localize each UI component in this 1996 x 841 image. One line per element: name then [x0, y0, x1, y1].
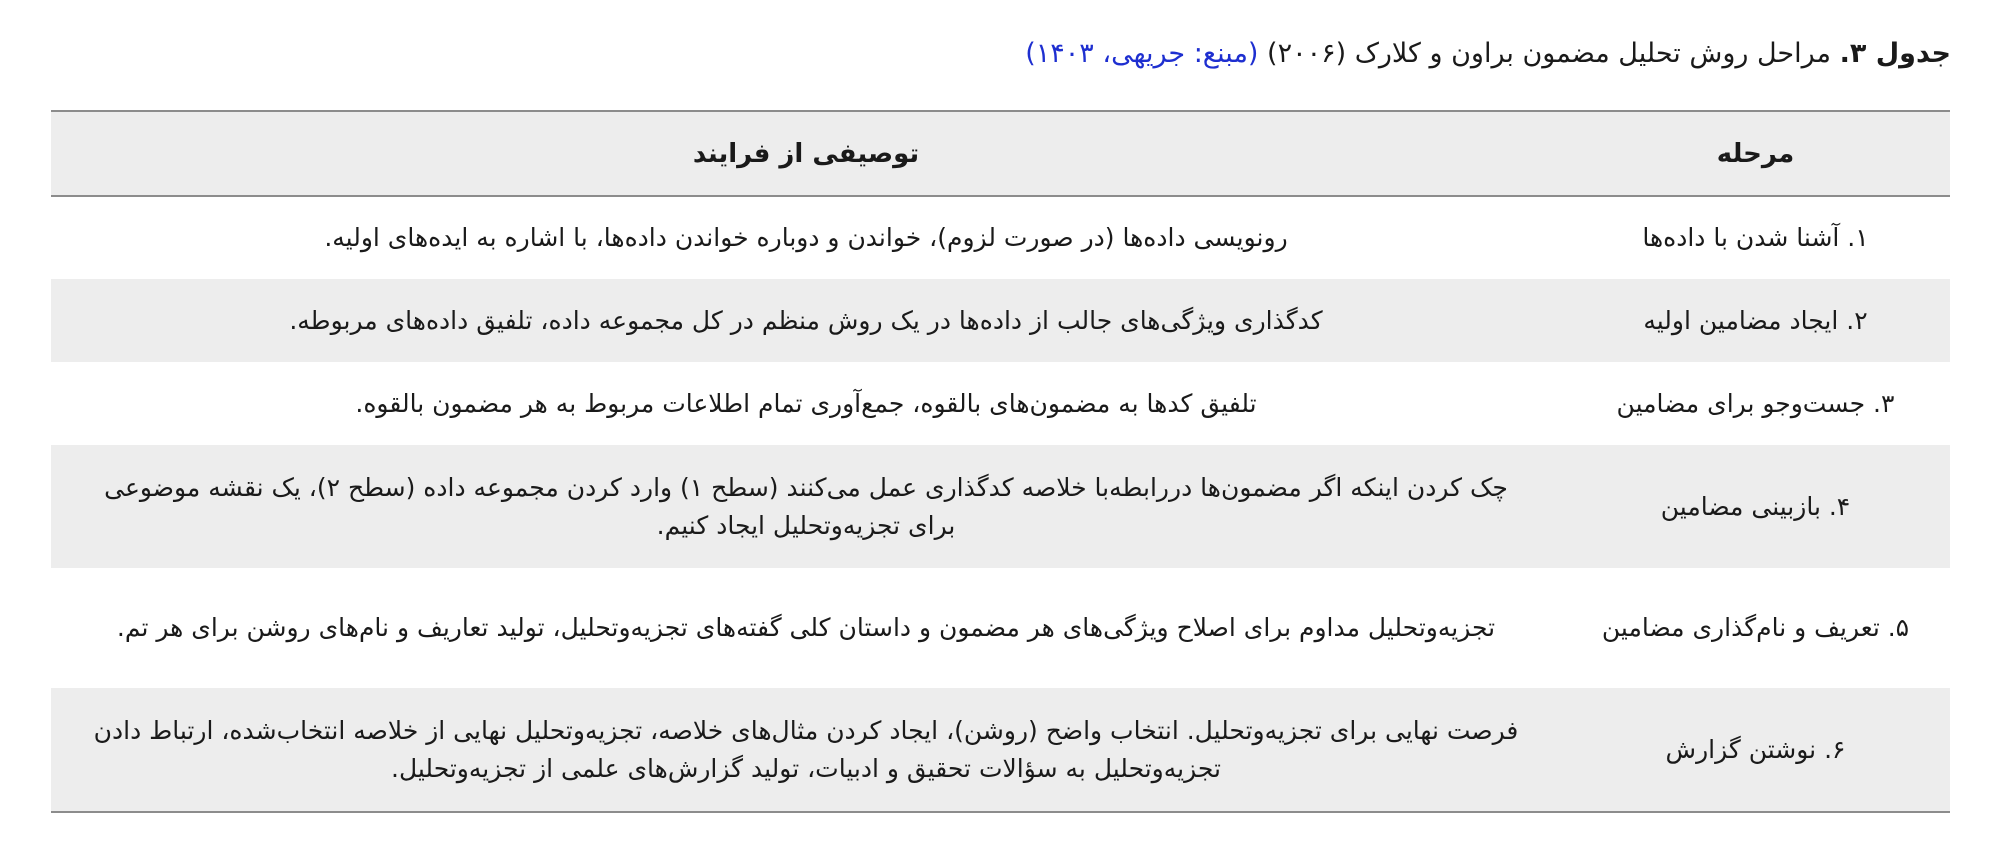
- table-row: [51, 445, 1950, 568]
- table-row: [51, 568, 1950, 688]
- header-description: توصیفی از فرایند: [692, 138, 920, 169]
- table-row: [51, 197, 1950, 279]
- table-header-row: [51, 112, 1950, 197]
- caption-text: مراحل روش تحلیل مضمون براون و کلارک (۲۰۰۶): [1258, 38, 1840, 69]
- description-cell: فرصت نهایی برای تجزیه‌وتحلیل. انتخاب واضح (روشن)، ایجاد کردن مثال‌های خلاصه، تجزیه‌وتحلیل نهایی از خلاصه انتخاب‌شده، ارتباط دادن تجزیه‌وتحلیل به سؤالات تحقیق و ادبیات، تولید گزارش‌های علمی از تجزیه‌وتحلیل.: [93, 715, 1519, 783]
- table-caption: [1025, 34, 1951, 74]
- table-row: [51, 688, 1950, 811]
- stages-table: [51, 110, 1950, 813]
- stage-cell: ۶. نوشتن گزارش: [1665, 734, 1846, 764]
- table-row: [51, 362, 1950, 445]
- description-cell: تجزیه‌وتحلیل مداوم برای اصلاح ویژگی‌های هر مضمون و داستان کلی گفته‌های تجزیه‌وتحلیل، تولید تعاریف و نام‌های روشن برای هر تم.: [116, 613, 1496, 642]
- caption-source: (مبنع: جریهی، ۱۴۰۳): [1025, 38, 1259, 69]
- stage-cell: ۲. ایجاد مضامین اولیه: [1643, 305, 1868, 335]
- stage-cell: ۳. جست‌وجو برای مضامین: [1616, 388, 1895, 418]
- stage-cell: ۴. بازبینی مضامین: [1660, 491, 1851, 521]
- description-cell: رونویسی داده‌ها (در صورت لزوم)، خواندن و دوباره خواندن داده‌ها، با اشاره به ایده‌های اولیه.: [324, 223, 1288, 252]
- header-stage: مرحله: [1716, 138, 1795, 169]
- stage-cell: ۱. آشنا شدن با داده‌ها: [1642, 223, 1869, 252]
- description-cell: تلفیق کدها به مضمون‌های بالقوه، جمع‌آوری تمام اطلاعات مربوط به هر مضمون بالقوه.: [355, 388, 1257, 418]
- caption-label: جدول ۳.: [1839, 38, 1951, 69]
- description-cell: کدگذاری ویژگی‌های جالب از داده‌ها در یک روش منظم در کل مجموعه داده، تلفیق داده‌های مربوطه.: [289, 305, 1323, 335]
- table-row: [51, 279, 1950, 362]
- stage-cell: ۵. تعریف و نام‌گذاری مضامین: [1601, 613, 1910, 642]
- description-cell: چک کردن اینکه اگر مضمون‌ها دررابطه‌با خلاصه کدگذاری عمل می‌کنند (سطح ۱) وارد کردن مجموعه داده (سطح ۲)، یک نقشه موضوعی برای تجزیه‌وتحلیل ایجاد کنیم.: [104, 472, 1508, 540]
